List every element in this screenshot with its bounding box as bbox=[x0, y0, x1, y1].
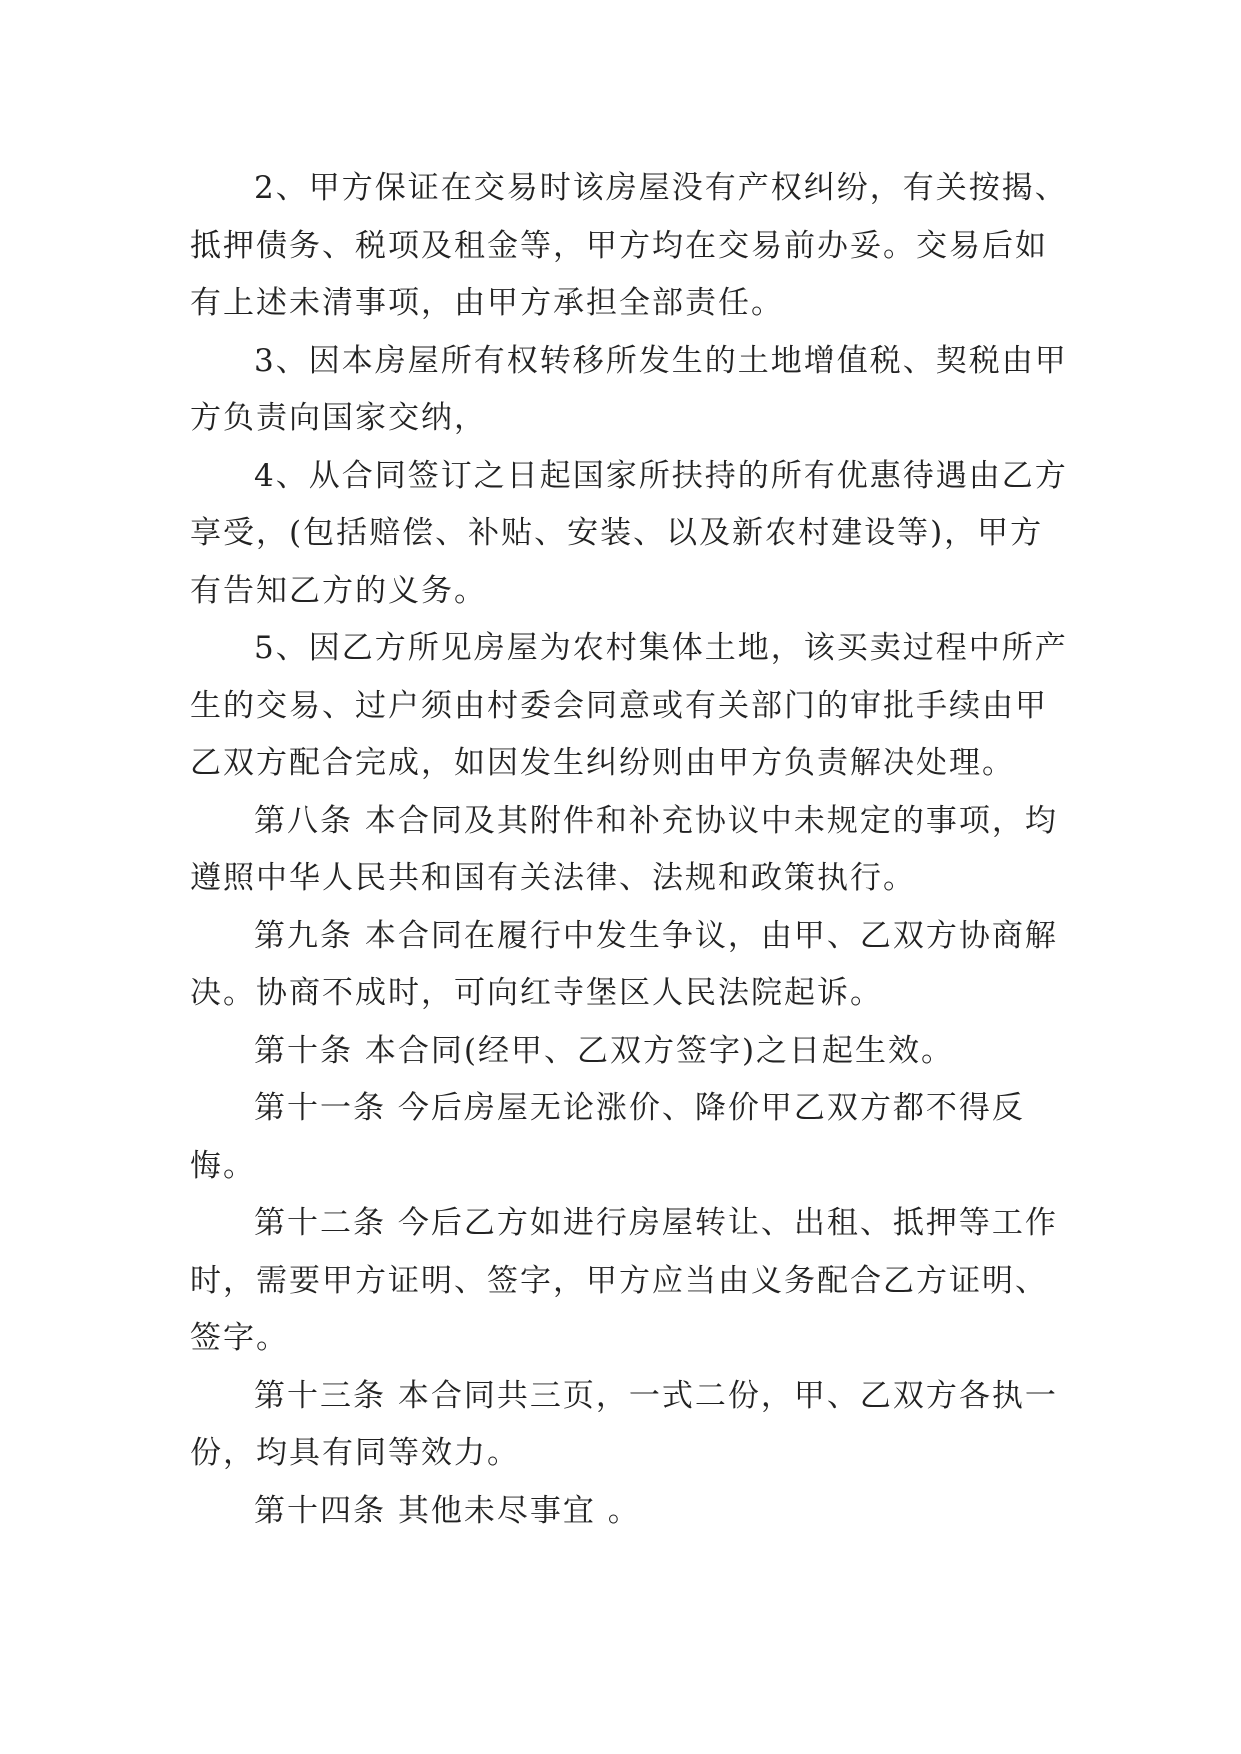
paragraph-clause-7-2: 2、甲方保证在交易时该房屋没有产权纠纷，有关按揭、抵押债务、税项及租金等，甲方均在交易前办妥。交易后如有上述未清事项，由甲方承担全部责任。 bbox=[190, 170, 1068, 321]
paragraph-article-8: 第八条 本合同及其附件和补充协议中未规定的事项，均遵照中华人民共和国有关法律、法规和政策执行。 bbox=[190, 802, 1058, 896]
paragraph-article-13: 第十三条 本合同共三页，一式二份，甲、乙双方各执一份，均具有同等效力。 bbox=[190, 1377, 1058, 1471]
paragraph-article-12: 第十二条 今后乙方如进行房屋转让、出租、抵押等工作时，需要甲方证明、签字，甲方应当由义务配合乙方证明、签字。 bbox=[190, 1205, 1058, 1356]
paragraph-clause-7-5: 5、因乙方所见房屋为农村集体土地，该买卖过程中所产生的交易、过户须由村委会同意或有关部门的审批手续由甲乙双方配合完成，如因发生纠纷则由甲方负责解决处理。 bbox=[190, 630, 1068, 781]
paragraph-article-11: 第十一条 今后房屋无论涨价、降价甲乙双方都不得反悔。 bbox=[190, 1090, 1025, 1184]
paragraph-clause-7-4: 4、从合同签订之日起国家所扶持的所有优惠待遇由乙方享受，(包括赔偿、补贴、安装、以及新农村建设等)，甲方有告知乙方的义务。 bbox=[190, 457, 1068, 609]
document-body bbox=[190, 160, 1070, 1540]
paragraph-article-9: 第九条 本合同在履行中发生争议，由甲、乙双方协商解决。协商不成时，可向红寺堡区人民法院起诉。 bbox=[190, 917, 1058, 1011]
paragraph-article-14: 第十四条 其他未尽事宜 。 bbox=[254, 1492, 641, 1529]
paragraph-clause-7-3: 3、因本房屋所有权转移所发生的土地增值税、契税由甲方负责向国家交纳， bbox=[190, 342, 1068, 436]
paragraph-article-10: 第十条 本合同(经甲、乙双方签字)之日起生效。 bbox=[254, 1032, 955, 1069]
